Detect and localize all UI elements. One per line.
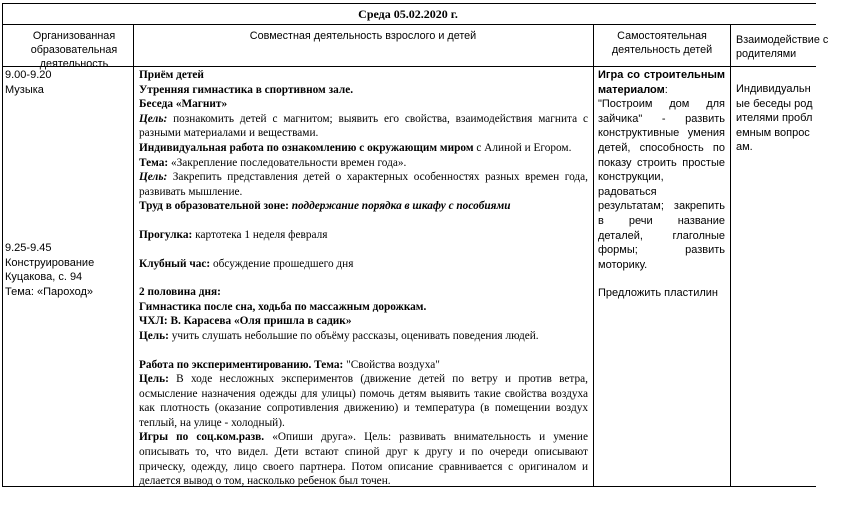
gymnastics-label: Утренняя гимнастика в спортивном зале. <box>139 83 354 96</box>
table-left-border <box>2 3 3 486</box>
experiment-goal-text: В ходе несложных экспериментов (движение детей по ветру и против ветра, осмысление назначения одежды для улицы) помочь детям выявить такие свойства воздуха как плотность (оказание сопротивления движению) и температура (в помещении воздух теплый, на улице - холодный). <box>139 373 588 429</box>
walk-text: картотека 1 неделя февраля <box>192 228 328 241</box>
independent-activity-cell <box>598 68 725 301</box>
individual-goal-label: Цель: <box>139 171 168 184</box>
reading-goal-text: учить слушать небольшие по объёму рассказы, оценивать поведения людей. <box>168 329 539 342</box>
source-2: Куцакова, с. 94 <box>5 271 83 284</box>
talk-goal-label: Цель: <box>139 112 168 125</box>
parents-interaction-text: Индивидуальные беседы родителями проблемным вопросам. <box>736 83 813 154</box>
time-slot-1: 9.00-9.20 <box>5 69 52 81</box>
club-text: обсуждение прошедшего дня <box>210 257 354 270</box>
individual-work-names: с Алиной и Егором. <box>473 141 572 154</box>
col-divider-1 <box>133 24 134 486</box>
time-slot-2: 9.25-9.45 <box>5 242 52 254</box>
individual-work-label: Индивидуальная работа по ознакомлению с окружающим миром <box>139 141 474 154</box>
topic-2: Тема: «Пароход» <box>5 285 94 298</box>
table-top-border <box>2 3 816 4</box>
experiment-topic: "Свойства воздуха" <box>346 358 440 371</box>
reading-goal-label: Цель: <box>139 329 169 342</box>
building-game-text: : "Построим дом для зайчика" - развить конструктивные умения детей, способность по показу строить простые конструкции, радоваться результатам; закрепить в речи название деталей, глаголные формы; развить моторику. <box>598 83 725 271</box>
header-parents-interaction: Взаимодействие с родителями <box>736 34 829 60</box>
parents-interaction-cell <box>736 82 814 155</box>
page-title: Среда 05.02.2020 г. <box>358 7 458 21</box>
reading-label: ЧХЛ: В. Карасева «Оля пришла в садик» <box>139 315 352 328</box>
experiment-goal-label: Цель: <box>139 373 169 386</box>
organized-activity-cell <box>5 68 131 97</box>
subject-1: Музыка <box>5 83 44 96</box>
individual-goal-text: Закрепить представления детей о характерных особенностях разных времен года, развивать мышление. <box>139 171 588 198</box>
plasticine-offer: Предложить пластилин <box>598 287 718 300</box>
games-label: Игры по соц.ком.разв. <box>139 431 265 444</box>
header-organized-activity: Организованная образовательная деятельность <box>30 30 118 70</box>
games-text: «Опиши друга». Цель: развивать внимательность и умение описывать то, что видел. Дети встают спиной друг к другу и по очереди описывают прическу, одежду, лицо своего партнера. Потом описание сравнивается с оригиналом и делается вывод о том, насколько ребенок был точен. <box>139 431 588 488</box>
title-row-border <box>2 24 816 25</box>
joint-activity-cell <box>139 68 588 489</box>
col-divider-3 <box>730 24 731 486</box>
nap-gymnastics-label: Гимнастика после сна, ходьба по массажным дорожкам. <box>139 300 427 313</box>
header-independent-activity: Самостоятельная деятельность детей <box>611 30 713 56</box>
experiment-label: Работа по экспериментированию. Тема: <box>139 358 347 371</box>
talk-goal-text: познакомить детей с магнитом; выявить его свойства, взаимодействия магнита с разными материалами и веществами. <box>139 112 588 140</box>
col-divider-2 <box>593 24 594 486</box>
subject-2: Конструирование <box>5 256 95 269</box>
labor-text: поддержание порядка в шкафу с пособиями <box>291 200 511 213</box>
individual-topic-text: «Закрепление последовательности времен года». <box>170 156 407 169</box>
organized-activity-cell-2 <box>5 241 131 299</box>
talk-title: Беседа «Магнит» <box>139 98 228 111</box>
labor-label: Труд в образовательной зоне: <box>139 200 292 213</box>
second-half-label: 2 половина дня: <box>139 286 221 299</box>
club-label: Клубный час: <box>139 257 211 270</box>
reception-label: Приём детей <box>139 69 204 81</box>
header-joint-activity: Совместная деятельность взрослого и детей <box>249 30 477 42</box>
individual-topic-label: Тема: <box>139 156 171 169</box>
walk-label: Прогулка: <box>139 228 193 241</box>
building-game-label: Игра со строительным материалом <box>598 69 725 96</box>
